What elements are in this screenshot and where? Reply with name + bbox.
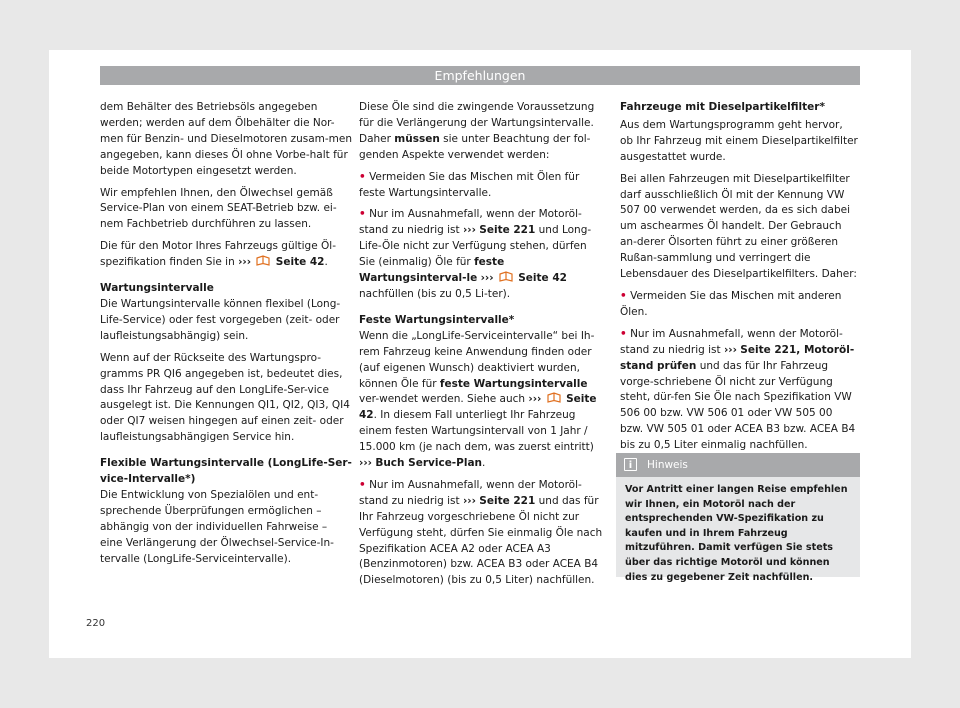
arrow-link-glyph: ››› <box>462 224 476 237</box>
emphasis: feste Wartungsintervalle <box>439 377 588 390</box>
page-number: 220 <box>86 618 106 629</box>
section-header <box>100 66 860 85</box>
text: . <box>482 457 486 470</box>
arrow-link-glyph: ››› <box>480 272 494 285</box>
paragraph: Aus dem Wartungsprogramm geht hervor, ob Ihr Fahrzeug mit einem Dieselpartikelfilter ausgestattet wurde. <box>620 118 858 163</box>
paragraph: Wenn auf der Rückseite des Wartungspro-gramms PR QI6 angegeben ist, bedeutet dies, dass Ihr Fahrzeug auf den LongLife-Ser-vice ausgelegt ist. Die Kennungen QI1, QI2, QI3, QI4 oder QI7 weisen hingegen auf einen zeit- oder laufleistungsabhängigen Service hin. <box>100 351 350 444</box>
bullet-item <box>359 207 603 302</box>
paragraph <box>359 100 603 164</box>
arrow-link-glyph: ››› <box>359 457 372 470</box>
book-reference-link[interactable]: Buch Service-Plan <box>375 457 483 470</box>
text: und das für Ihr Fahrzeug vorge-schriebene Öl nicht zur Verfügung steht, dür-fen Sie Öle nach Spezifikation VW 506 00 bzw. VW 506 01 oder VW 505 00 bzw. VW 505 01 oder ACEA B3 bzw. ACEA B4 bis zu 0,5 Liter einmalig nachfüllen. <box>620 359 856 452</box>
text: nachfüllen (bis zu 0,5 Li-ter). <box>359 287 511 300</box>
hint-text: Vor Antritt einer langen Reise empfehlen wir Ihnen, ein Motoröl nach der entsprechenden VW-Spezifikation zu kaufen und in Ihrem Fahrzeug mitzuführen. Damit verfügen Sie stets über das richtige Motoröl und können dies zu gegebener Zeit nachfüllen. <box>625 484 848 583</box>
arrow-link-glyph: ››› <box>238 256 252 269</box>
arrow-link-glyph: ››› <box>723 343 737 356</box>
hint-box <box>616 453 860 583</box>
hint-header <box>616 453 860 477</box>
text: Nur im Ausnahmefall, wenn der Motoröl-stand zu niedrig ist <box>620 327 843 356</box>
paragraph <box>359 329 603 472</box>
arrow-link-glyph: ››› <box>462 494 476 507</box>
section-title: Empfehlungen <box>434 68 526 83</box>
text: ver-wendet werden. Siehe auch <box>359 393 526 406</box>
paragraph: Wir empfehlen Ihnen, den Ölwechsel gemäß Service-Plan von einem SEAT-Betrieb bzw. ei-nem Fachbetrieb durchführen zu lassen. <box>100 186 337 231</box>
bullet-item <box>359 170 603 202</box>
info-icon: i <box>624 458 637 471</box>
paragraph: Bei allen Fahrzeugen mit Dieselpartikelfilter darf ausschließlich Öl mit der Kennung VW 507 00 verwendet werden, da es sich dabei um aschearmes Öl handelt. Der Gebrauch an-derer Ölsorten führt zu einer größeren Rußan-sammlung und verringert die Lebensdauer des Dieselpartikelfilters. Daher: <box>620 172 857 281</box>
emphasis: feste Wartungsinterval-le <box>359 256 505 285</box>
emphasis: müssen <box>394 132 440 145</box>
column-1 <box>100 100 352 573</box>
page-reference-link[interactable]: Seite 42 <box>518 272 567 285</box>
text: Nur im Ausnahmefall, wenn der Motoröl-stand zu niedrig ist <box>359 208 582 237</box>
text: Die für den Motor Ihres Fahrzeugs gültige Öl-spezifikation finden Sie in <box>100 240 336 269</box>
subheading: Feste Wartungsintervalle* <box>359 313 515 326</box>
book-icon <box>499 271 513 282</box>
hint-title: Hinweis <box>647 459 688 471</box>
paragraph: dem Behälter des Betriebsöls angegeben werden; werden auf dem Ölbehälter die Nor-men für Benzin- und Dieselmotoren zusam-men angegeben, kann dieses Öl ohne Vorbe-halt für beide Motortypen eingesetzt werden. <box>100 101 352 177</box>
text: Vermeiden Sie das Mischen mit anderen Ölen. <box>620 289 842 318</box>
bullet-icon: • <box>359 208 366 221</box>
text: und Long-Life-Öle nicht zur Verfügung stehen, dürfen Sie (einmalig) Öle für <box>359 224 592 269</box>
subheading: Fahrzeuge mit Dieselpartikelfilter* <box>620 101 825 113</box>
bullet-icon: • <box>620 327 627 340</box>
text: Wenn die „LongLife-Serviceintervalle“ bei Ih-rem Fahrzeug keine Anwendung finden oder (auf eigenen Wunsch) deaktiviert wurden, können Öle für <box>359 329 595 390</box>
page-reference-link[interactable]: Seite 42 <box>359 393 597 422</box>
text: sie unter Beachtung der fol-genden Aspekte verwendet werden: <box>359 132 591 161</box>
bullet-icon: • <box>359 478 366 491</box>
column-2 <box>359 100 603 595</box>
text: . In diesem Fall unterliegt Ihr Fahrzeug einem festen Wartungsintervall von 1 Jahr / 15.000 km (je nach dem, was zuerst eintritt) <box>359 409 594 454</box>
paragraph <box>100 239 352 271</box>
bullet-icon: • <box>620 289 627 302</box>
subheading: Wartungsintervalle <box>100 282 214 295</box>
text: . <box>324 256 328 269</box>
paragraph: Die Entwicklung von Spezialölen und ent-sprechende Überprüfungen ermöglichen – abhängig von der individuellen Fahrweise – eine Verlängerung der Ölwechsel-Service-In-tervalle (LongLife-Serviceintervalle). <box>100 488 334 565</box>
page-reference-link[interactable]: Seite 221 <box>479 224 536 237</box>
text: Diese Öle sind die zwingende Voraussetzung für die Verlängerung der Wartungsintervalle. Daher <box>359 101 595 145</box>
page-reference-link[interactable]: Seite 42 <box>275 256 325 269</box>
page-reference-link[interactable]: Seite 221, Motoröl-stand prüfen <box>620 343 855 372</box>
bullet-icon: • <box>359 170 366 183</box>
arrow-link-glyph: ››› <box>528 393 542 406</box>
bullet-item <box>620 289 858 321</box>
page-reference-link[interactable]: Seite 221 <box>479 494 536 507</box>
bullet-item <box>620 327 858 454</box>
text: Nur im Ausnahmefall, wenn der Motoröl-stand zu niedrig ist <box>359 478 582 507</box>
text: und das für Ihr Fahrzeug vorgeschriebene Öl nicht zur Verfügung steht, dürfen Sie einmalig Öle nach Spezifikation ACEA A2 oder ACEA A3 (Benzinmotoren) bzw. ACEA B3 oder ACEA B4 (Dieselmotoren) (bis zu 0,5 Liter) nachfüllen. <box>359 494 603 587</box>
paragraph: Die Wartungsintervalle können flexibel (Long-Life-Service) oder fest vorgegeben (zeit- oder laufleistungsabhängig) sein. <box>100 297 341 342</box>
subheading: Flexible Wartungsintervalle (LongLife-Ser-vice-Intervalle*) <box>100 457 352 486</box>
bullet-item <box>359 478 603 589</box>
book-icon <box>547 392 561 403</box>
column-3 <box>620 100 858 460</box>
text: Vermeiden Sie das Mischen mit Ölen für feste Wartungsintervalle. <box>359 170 580 199</box>
book-icon <box>256 255 270 266</box>
